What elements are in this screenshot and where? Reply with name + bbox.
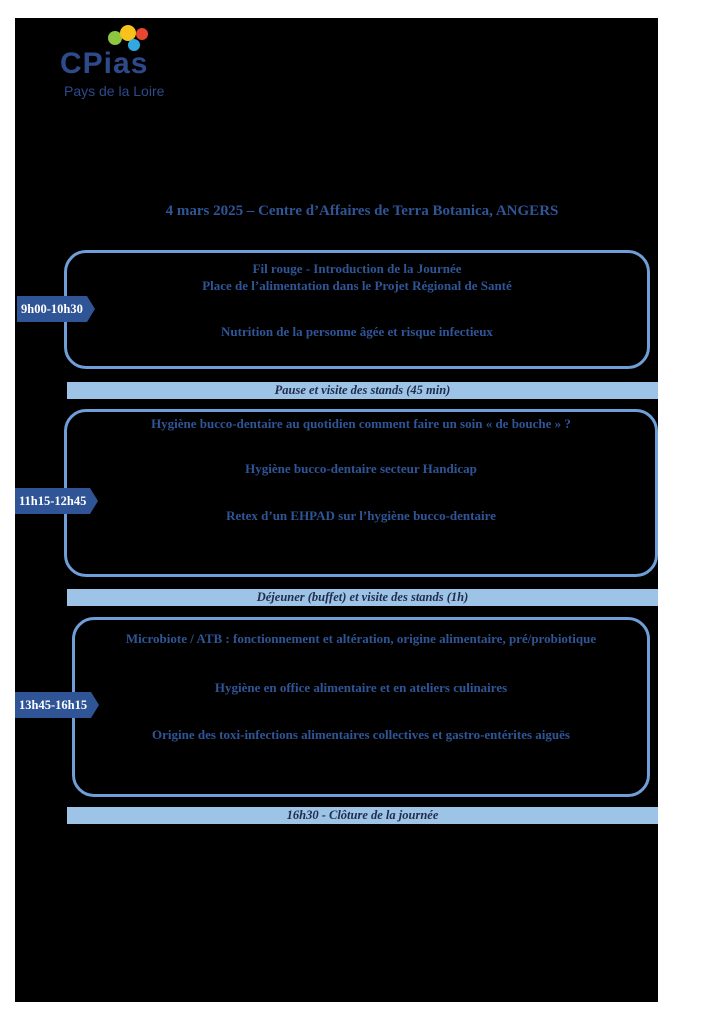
time-badge-2: 11h15-12h45 bbox=[15, 488, 90, 514]
session-box-1 bbox=[64, 250, 650, 369]
talk-2-3: Retex d’un EHPAD sur l’hygiène bucco-dentaire bbox=[226, 508, 496, 523]
cpias-logo bbox=[60, 25, 180, 100]
talk-1-1: Fil rouge - Introduction de la Journée bbox=[252, 261, 462, 276]
talk-1-3: Nutrition de la personne âgée et risque infectieux bbox=[221, 324, 493, 339]
talk-2-2: Hygiène bucco-dentaire secteur Handicap bbox=[245, 461, 477, 476]
break-bar-2: Déjeuner (buffet) et visite des stands (1h) bbox=[67, 589, 658, 606]
talk-2-1: Hygiène bucco-dentaire au quotidien comment faire un soin « de bouche » ? bbox=[151, 416, 571, 431]
logo-subtitle: Pays de la Loire bbox=[64, 83, 165, 99]
session-box-3 bbox=[72, 617, 650, 797]
talk-3-3: Origine des toxi-infections alimentaires collectives et gastro-entérites aiguës bbox=[152, 727, 570, 742]
talk-3-1: Microbiote / ATB : fonctionnement et altération, origine alimentaire, pré/probiotique bbox=[125, 631, 597, 646]
logo-dot-red bbox=[136, 28, 148, 40]
time-badge-1: 9h00-10h30 bbox=[17, 296, 87, 322]
session-box-2 bbox=[64, 409, 658, 577]
logo-wordmark: CPias bbox=[60, 47, 149, 80]
event-title: 4 mars 2025 – Centre d’Affaires de Terra Botanica, ANGERS bbox=[165, 203, 559, 219]
break-bar-1: Pause et visite des stands (45 min) bbox=[67, 382, 658, 399]
talk-3-2: Hygiène en office alimentaire et en ateliers culinaires bbox=[214, 680, 508, 695]
closing-bar: 16h30 - Clôture de la journée bbox=[67, 807, 658, 824]
talk-1-2: Place de l’alimentation dans le Projet Régional de Santé bbox=[202, 278, 512, 293]
time-badge-3: 13h45-16h15 bbox=[15, 692, 91, 718]
